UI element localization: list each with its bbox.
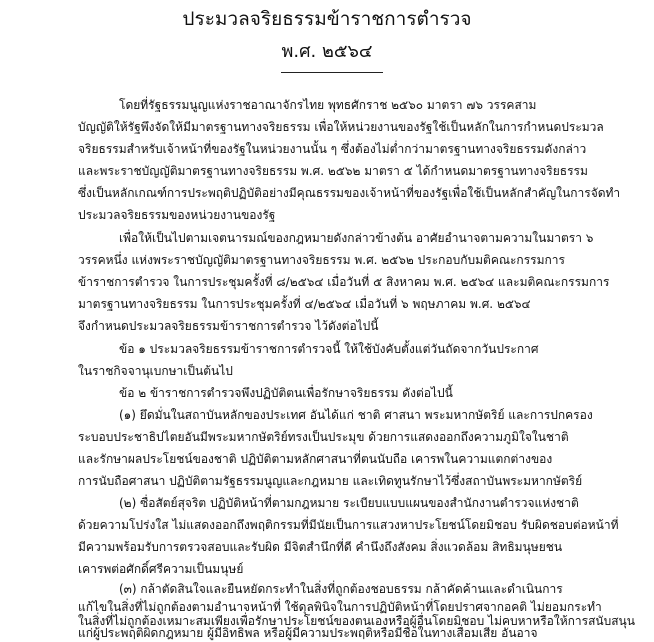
paragraph-line: บัญญัติให้รัฐพึงจัดให้มีมาตรฐานทางจริยธรรม เพื่อให้หน่วยงานของรัฐใช้เป็นหลักในการกำหนดประมวล: [78, 120, 604, 134]
paragraph-line: (๑) ยึดมั่นในสถาบันหลักของประเทศ อันได้แก่ ชาติ ศาสนา พระมหากษัตริย์ และการปกครอง: [119, 408, 593, 422]
document-title: ประมวลจริยธรรมข้าราชการตำรวจ: [182, 8, 472, 30]
title-underline: [281, 72, 383, 73]
paragraph-line: (๒) ซื่อสัตย์สุจริต ปฏิบัติหน้าที่ตามกฎหมาย ระเบียบแบบแผนของสำนักงานตำรวจแห่งชาติ: [119, 496, 579, 510]
paragraph-line: ซึ่งเป็นหลักเกณฑ์การประพฤติปฏิบัติอย่างมีคุณธรรมของเจ้าหน้าที่ของรัฐเพื่อใช้เป็นหลักสำคัญในการจัดทำ: [78, 186, 621, 200]
paragraph-line: ในสิ่งที่ไม่ถูกต้องเหมาะสมเพียงเพื่อรักษาประโยชน์ของตนเองหรือผู้อื่นโดยมิชอบ ไม่คบหาหรือให้การสนับสนุน: [78, 614, 635, 628]
paragraph-line: และรักษาผลประโยชน์ของชาติ ปฏิบัติตามหลักศาสนาที่ตนนับถือ เคารพในความแตกต่างของ: [78, 452, 553, 466]
paragraph-line: จริยธรรมสำหรับเจ้าหน้าที่ของรัฐในหน่วยงานนั้น ๆ ซึ่งต้องไม่ต่ำกว่ามาตรฐานทางจริยธรรมดังกล่าว: [78, 142, 587, 156]
paragraph-line: โดยที่รัฐธรรมนูญแห่งราชอาณาจักรไทย พุทธศักราช ๒๕๖๐ มาตรา ๗๖ วรรคสาม: [119, 98, 537, 112]
paragraph-line: มีความพร้อมรับการตรวจสอบและรับผิด มีจิตสำนึกที่ดี คำนึงถึงสังคม สิ่งแวดล้อม สิทธิมนุษยชน: [78, 540, 563, 554]
paragraph-line: (๓) กล้าตัดสินใจและยืนหยัดกระทำในสิ่งที่ถูกต้องชอบธรรม กล้าคัดค้านและดำเนินการ: [119, 582, 563, 596]
paragraph-line: แก่ผู้ประพฤติผิดกฎหมาย ผู้มีอิทธิพล หรือผู้มีความประพฤติหรือมีชื่อในทางเสื่อมเสีย อันอาจ: [78, 626, 538, 640]
paragraph-line: มาตรฐานทางจริยธรรม ในการประชุมครั้งที่ ๔/๒๕๖๔ เมื่อวันที่ ๖ พฤษภาคม พ.ศ. ๒๕๖๔: [78, 297, 531, 311]
paragraph-line: และพระราชบัญญัติมาตรฐานทางจริยธรรม พ.ศ. ๒๕๖๒ มาตรา ๕ ได้กำหนดมาตรฐานทางจริยธรรม: [78, 164, 588, 178]
paragraph-line: ในราชกิจจานุเบกษาเป็นต้นไป: [78, 364, 233, 378]
paragraph-line: ข้อ ๒ ข้าราชการตำรวจพึงปฏิบัติตนเพื่อรักษาจริยธรรม ดังต่อไปนี้: [119, 386, 453, 400]
paragraph-line: เพื่อให้เป็นไปตามเจตนารมณ์ของกฎหมายดังกล่าวข้างต้น อาศัยอำนาจตามความในมาตรา ๖: [119, 231, 594, 245]
paragraph-line: ด้วยความโปร่งใส ไม่แสดงออกถึงพฤติกรรมที่มีนัยเป็นการแสวงหาประโยชน์โดยมิชอบ รับผิดชอบต่อหน้าที่: [78, 518, 619, 532]
paragraph-line: จึงกำหนดประมวลจริยธรรมข้าราชการตำรวจ ไว้ดังต่อไปนี้: [78, 319, 379, 333]
paragraph-line: วรรคหนึ่ง แห่งพระราชบัญญัติมาตรฐานทางจริยธรรม พ.ศ. ๒๕๖๒ ประกอบกับมติคณะกรรมการ: [78, 253, 565, 267]
paragraph-line: ระบอบประชาธิปไตยอันมีพระมหากษัตริย์ทรงเป็นประมุข ด้วยการแสดงออกถึงความภูมิใจในชาติ: [78, 430, 569, 444]
paragraph-line: เคารพต่อศักดิ์ศรีความเป็นมนุษย์: [78, 562, 244, 576]
paragraph-line: ข้าราชการตำรวจ ในการประชุมครั้งที่ ๘/๒๕๖๔ เมื่อวันที่ ๕ สิงหาคม พ.ศ. ๒๕๖๔ และมติคณะกรรมการ: [78, 275, 610, 289]
paragraph-line: การนับถือศาสนา ปฏิบัติตามรัฐธรรมนูญและกฎหมาย และเทิดทูนรักษาไว้ซึ่งสถาบันพระมหากษัตริย์: [78, 474, 583, 488]
paragraph-line: แก้ไขในสิ่งที่ไม่ถูกต้องตามอำนาจหน้าที่ ใช้ดุลพินิจในการปฏิบัติหน้าที่โดยปราศจากอคติ ไม่ยอมกระทำ: [78, 600, 602, 614]
paragraph-line: ประมวลจริยธรรมของหน่วยงานของรัฐ: [78, 208, 276, 222]
document-year: พ.ศ. ๒๕๖๔: [281, 41, 373, 62]
paragraph-line: ข้อ ๑ ประมวลจริยธรรมข้าราชการตำรวจนี้ ให้ใช้บังคับตั้งแต่วันถัดจากวันประกาศ: [119, 342, 539, 356]
